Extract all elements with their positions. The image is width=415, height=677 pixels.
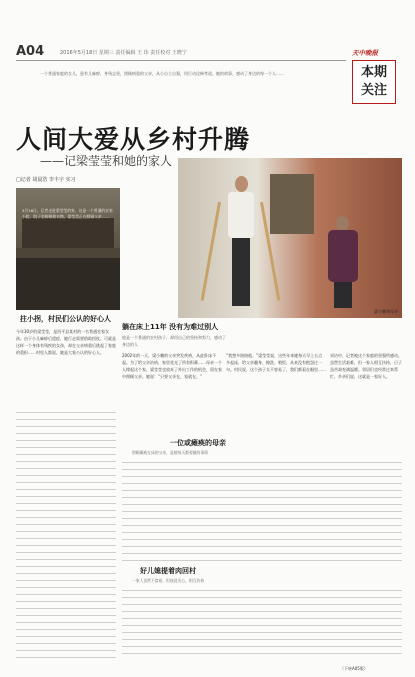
headline: 人间大爱从乡村升腾 [16,125,251,154]
left-photo [16,188,120,310]
intro-paragraph: 一个普通家庭的女儿，患有儿麻痹，身残志坚，照顾病重的父亲，从小自立自强，用行动诠释孝道。她的故事，感动了身边的每一个人…… [40,71,284,76]
header-rule [16,60,346,61]
column-label-line-2: 关注 [360,83,387,98]
subheadline: ——记梁莹莹和她的家人 [40,154,173,168]
dateline: 2016年5月18日 星期三 责任编辑 王 玮 责任校对 王晓宁 [60,50,187,56]
section-1-heading: 躺在床上11年 没有为难过别人 [122,323,219,331]
body-column-a: 今年30岁的梁莹莹，是西平县某村的一名普通农家女孩。由于小儿麻痹后遗症，她行走需要借助拐杖。可就是这样一个身体有残疾的女孩，却在父亲病重后挑起了家庭的重担……村里人都说，她是大家公认的好心人。 [16,329,116,355]
left-photo-caption: 5月16日，记者走进梁莹莹的家，这是一个普通的农家小院，院子里晾晒着衣物，梁莹莹正在照顾父亲…… [22,208,113,219]
section-2-heading: 一位或瘫痪的母亲 [170,439,226,447]
byline: □记者 胡晨浩 李丰宇 实习 [16,177,76,183]
man-figure [226,176,256,306]
column-label-line-1: 本期 [360,65,387,80]
body-column-b: 2002年的一天，梁小鹏的父亲突发疾病，从此卧床不起。为了给父亲治病，家里花光了所有积蓄……母亲一个人撑起这个家，梁莹莹也放弃了外出工作的机会，留在家中照顾父亲。她说：“只要父亲在，家就在。” [122,353,222,379]
left-section-heading: 拄小拐，村民们公认的好心人 [20,315,111,323]
section-3-heading: 好儿媳提着肉回村 [140,567,196,575]
continuation-note: （下转A05版） [340,666,368,671]
section-2-text-block [122,462,402,567]
woman-figure [328,216,358,308]
main-photo [178,158,402,318]
left-column-text-block [16,412,116,664]
main-photo-caption: 梁小鹏和母亲 [374,309,398,314]
body-column-d: 采访中，记者被这个家庭的坚强所感动。虽然生活艰难，但一家人相互扶持，日子虽苦却充满温暖。邻居们也经常过来帮忙，乡亲们说，这就是一家好人。 [330,353,402,379]
page-number: A04 [16,44,45,59]
column-label-box [352,60,396,104]
section-3-text-block [122,590,402,660]
section-2-subtitle: 照顾瘫痪在床的父亲，是她每天都要做的事情 [132,450,208,455]
section-3-subtitle: 一家人虽然不富裕，但彼此关心，相互扶持 [132,578,205,583]
section-1-intro: 他是一个普通的农村孩子，却用自己的坚持和努力，感动了身边的人 [122,335,226,347]
newspaper-logo: 天中晚报 [352,49,378,57]
body-column-c: “我想多陪陪他。”梁莹莹说，这些年来她每天早上五点多起床，给父亲翻身、擦洗、喂饭，从来没有抱怨过一句。村民说，这个孩子太不容易了，我们都看在眼里…… [226,353,326,372]
